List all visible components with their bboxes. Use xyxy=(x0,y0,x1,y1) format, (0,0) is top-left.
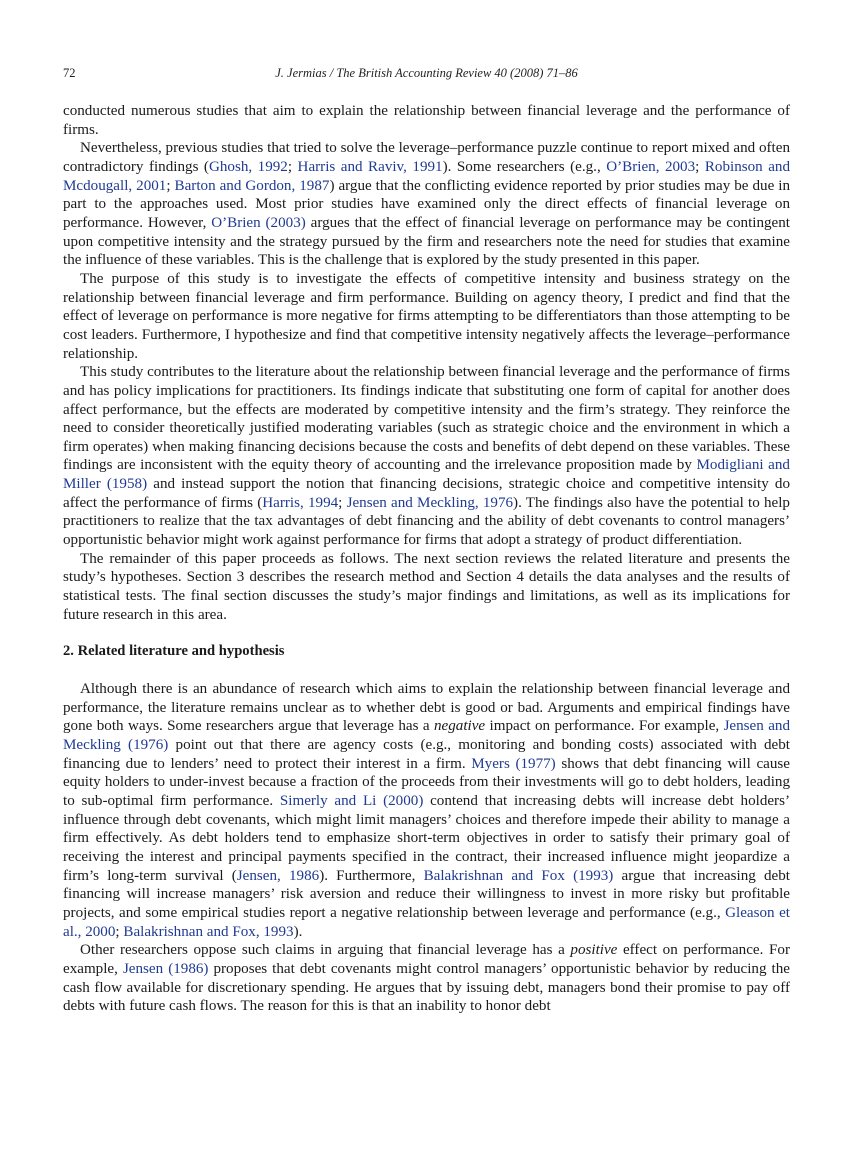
text-run: ). Furthermore, xyxy=(319,867,424,884)
body-paragraph xyxy=(63,270,790,363)
text-run: ) argue that the conflicting evidence reported by prior studies may be due in part to the approaches used. Most prior studies have examined only the direct effects of financial leverage on performance. However, xyxy=(63,177,790,231)
emphasized-text: positive xyxy=(570,942,618,959)
citation-link[interactable]: Jensen, 1986 xyxy=(236,867,320,884)
body-paragraph xyxy=(63,680,790,941)
citation-link[interactable]: Barton and Gordon, 1987 xyxy=(174,177,330,194)
citation-link[interactable]: Modigliani and Miller (1958) xyxy=(63,457,790,493)
citation-link[interactable]: Jensen and Meckling (1976) xyxy=(63,718,790,753)
text-run: ; xyxy=(166,177,175,194)
citation-link[interactable]: Gleason et al., 2000 xyxy=(63,904,790,940)
introduction-continued xyxy=(63,102,790,624)
text-run: effect on performance. For example, xyxy=(63,942,790,977)
citation-link[interactable]: Jensen (1986) xyxy=(122,960,209,977)
citation-link[interactable]: Jensen and Meckling, 1976 xyxy=(346,494,514,511)
section-heading: 2. Related literature and hypothesis xyxy=(63,643,285,660)
text-run: contend that increasing debts will increase debt holders’ influence through debt covenants, which might limit managers’ choices and therefore impede their ability to manage a firm effectively. As debt holders tend to emphasize short-term objectives in order to satisfy their primary goal of receiving the interest and principal payments specified in the contract, their increased influence might jeopardize a firm’s long-term survival ( xyxy=(63,792,790,884)
citation-link[interactable]: Balakrishnan and Fox (1993) xyxy=(423,867,614,884)
citation-link[interactable]: Simerly and Li (2000) xyxy=(279,792,424,809)
text-run: proposes that debt covenants might control managers’ opportunistic behavior by reducing the cash flow available for discretionary spending. He argues that by issuing debt, managers bond their promise to pay off debts with future cash flows. The reason for this is that an inability to honor debt xyxy=(63,960,790,1015)
text-run: ). xyxy=(293,923,303,940)
citation-link[interactable]: Balakrishnan and Fox, 1993 xyxy=(123,923,294,940)
citation-link[interactable]: O’Brien, 2003 xyxy=(606,158,696,175)
citation-link[interactable]: Harris and Raviv, 1991 xyxy=(297,158,443,175)
text-run: and instead support the notion that financing decisions, strategic choice and competitive intensity do affect the performance of firms ( xyxy=(63,476,791,511)
citation-link[interactable]: Myers (1977) xyxy=(471,755,556,772)
body-paragraph xyxy=(63,139,790,270)
article-body xyxy=(63,102,790,1016)
text-run: Other researchers oppose such claims in arguing that financial leverage has a xyxy=(80,942,571,959)
body-paragraph xyxy=(63,550,790,625)
journal-citation: J. Jermias / The British Accounting Review 40 (2008) 71–86 xyxy=(275,66,578,80)
page-number: 72 xyxy=(63,66,76,80)
body-paragraph xyxy=(63,363,790,550)
body-paragraph xyxy=(63,941,790,1016)
text-run: point out that there are agency costs (e.g., monitoring and bonding costs) associated with debt financing due to lenders’ need to protect their interest in a firm. xyxy=(63,737,790,772)
text-run: shows that debt financing will cause equity holders to under-invest because a fraction of the proceeds from their investments will go to debt holders, leading to sub-optimal firm performance. xyxy=(63,755,790,809)
text-run: Nevertheless, previous studies that tried to solve the leverage–performance puzzle continue to report mixed and often contradictory findings ( xyxy=(63,140,790,175)
citation-link[interactable]: O’Brien (2003) xyxy=(211,214,306,231)
text-run: argues that the effect of financial leverage on performance may be contingent upon competitive intensity and the strategy pursued by the firm and researchers note the need for studies that examine the influence of these variables. This is the challenge that is explored by the study presented in this paper. xyxy=(63,214,790,269)
emphasized-text: negative xyxy=(433,718,486,735)
text-run: impact on performance. For example, xyxy=(485,718,724,735)
citation-link[interactable]: Ghosh, 1992 xyxy=(208,158,288,175)
citation-link[interactable]: Harris, 1994 xyxy=(262,494,339,511)
text-run: argue that increasing debt financing will increase managers’ risk aversion and reduce their willingness to invest in more risky but profitable projects, and some empirical studies report a negative relationship between leverage and performance (e.g., xyxy=(63,867,790,921)
text-run: The remainder of this paper proceeds as follows. The next section reviews the related literature and presents the study’s hypotheses. Section 3 describes the research method and Section 4 details the data analyses and the results of statistical tests. The final section discusses the study’s major findings and limitations, as well as its implications for future research in this area. xyxy=(63,550,790,623)
text-run: Although there is an abundance of research which aims to explain the relationship between financial leverage and performance, the literature remains unclear as to whether debt is good or bad. Arguments and empirical findings have gone both ways. Some researchers argue that leverage has a xyxy=(63,681,790,735)
text-run: ; xyxy=(338,494,347,511)
text-run: ; xyxy=(287,158,298,175)
text-run: ; xyxy=(695,158,705,175)
running-header xyxy=(63,66,790,81)
text-run: conducted numerous studies that aim to explain the relationship between financial leverage and the performance of firms. xyxy=(63,103,790,138)
related-literature-section xyxy=(63,680,790,1016)
body-paragraph xyxy=(63,102,790,139)
text-run: This study contributes to the literature about the relationship between financial leverage and the performance of firms and has policy implications for practitioners. Its findings indicate that substituting one form of capital for another does affect performance, but the effects are moderated by competitive intensity and the firm’s strategy. They reinforce the need to consider theoretically justified moderating variables (such as strategic choice and the environment in which a firm operates) when making financing decisions because the costs and benefits of debt depend on these variables. These findings are inconsistent with the equity theory of accounting and the irrelevance proposition made by xyxy=(63,364,790,474)
text-run: The purpose of this study is to investigate the effects of competitive intensity and business strategy on the relationship between financial leverage and firm performance. Building on agency theory, I predict and find that the effect of leverage on performance is more negative for firms attempting to be differentiators than those attempting to be cost leaders. Furthermore, I hypothesize and find that competitive intensity negatively affects the leverage–performance relationship. xyxy=(63,270,790,362)
text-run: ; xyxy=(115,923,124,940)
text-run: ). The findings also have the potential to help practitioners to realize that the tax advantages of debt financing and the ability of debt covenants to control managers’ opportunistic behavior might work against performance for firms that adopt a strategy of product differentiation. xyxy=(63,494,790,549)
text-run: ). Some researchers (e.g., xyxy=(442,158,607,175)
citation-link[interactable]: Robinson and Mcdougall, 2001 xyxy=(63,158,791,194)
